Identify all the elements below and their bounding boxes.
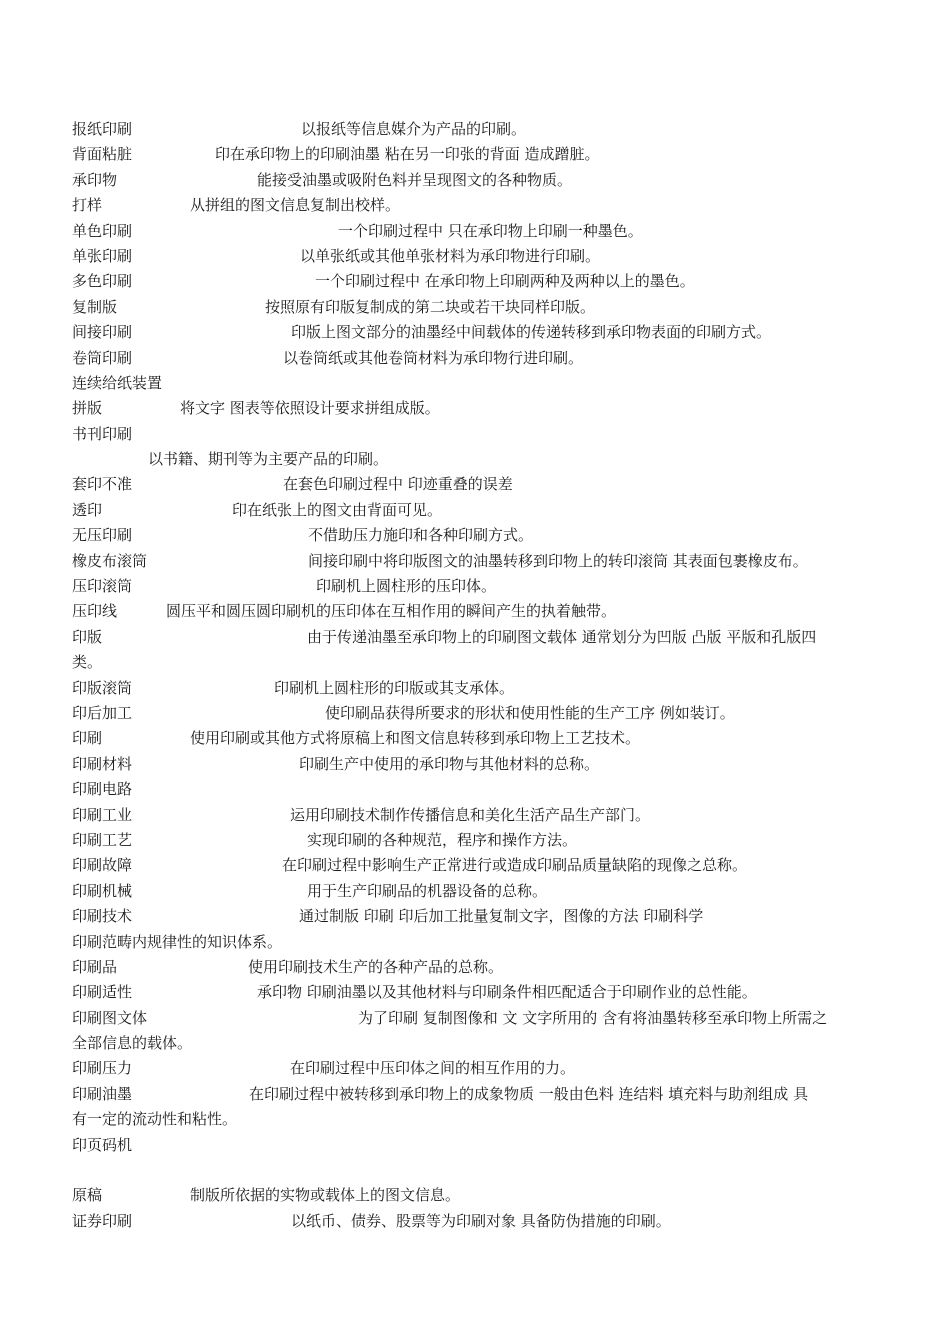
glossary-term: 书刊印刷 [72, 424, 133, 443]
glossary-entry [72, 447, 894, 472]
glossary-entry [72, 1209, 894, 1234]
glossary-entry [72, 168, 894, 193]
glossary-definition-wrap: 类。 [72, 653, 103, 672]
glossary-definition: 以书籍、期刊等为主要产品的印刷。 [148, 450, 389, 469]
glossary-definition: 通过制版 印刷 印后加工批量复制文字，图像的方法 印刷科学 [299, 907, 704, 926]
blank-line [72, 1158, 894, 1183]
glossary-term: 打样 [72, 196, 103, 215]
glossary-definition: 制版所依据的实物或载体上的图文信息。 [190, 1186, 461, 1205]
glossary-term: 印刷电路 [72, 780, 133, 799]
glossary-term: 无压印刷 [72, 526, 133, 545]
glossary-term: 单张印刷 [72, 246, 133, 265]
glossary-definition: 不借助压力施印和各种印刷方式。 [308, 526, 534, 545]
glossary-entry [72, 904, 894, 929]
glossary-term: 印刷工艺 [72, 830, 133, 849]
glossary-entry [72, 523, 894, 548]
glossary-definition: 能接受油墨或吸附色料并呈现图文的各种物质。 [257, 170, 573, 189]
glossary-definition: 在印刷过程中被转移到承印物上的成象物质 一般由色料 连结料 填充料与助剂组成 具 [249, 1084, 809, 1103]
glossary-term: 背面粘脏 [72, 145, 133, 164]
glossary-definition: 印刷机上圆柱形的印版或其支承体。 [274, 678, 515, 697]
glossary-entry [72, 828, 894, 853]
glossary-term: 拼版 [72, 399, 103, 418]
glossary-entry [72, 752, 894, 777]
glossary-definition: 在套色印刷过程中 印迹重叠的误差 [283, 475, 513, 494]
glossary-entry-continuation [72, 930, 894, 955]
glossary-definition: 承印物 印刷油墨以及其他材料与印刷条件相匹配适合于印刷作业的总性能。 [257, 983, 757, 1002]
glossary-term: 原稿 [72, 1186, 103, 1205]
glossary-definition: 为了印刷 复制图像和 文 文字所用的 含有将油墨转移至承印物上所需之 [358, 1008, 828, 1027]
glossary-entry [72, 422, 894, 447]
glossary-entry [72, 295, 894, 320]
glossary-entry [72, 193, 894, 218]
glossary-term: 透印 [72, 500, 103, 519]
glossary-entry [72, 879, 894, 904]
glossary-entry [72, 625, 894, 650]
glossary-term: 印版滚筒 [72, 678, 133, 697]
glossary-entry [72, 853, 894, 878]
glossary-entry [72, 371, 894, 396]
glossary-definition: 印刷机上圆柱形的压印体。 [316, 577, 497, 596]
glossary-entry [72, 117, 894, 142]
glossary-term: 印版 [72, 627, 103, 646]
glossary-entry [72, 498, 894, 523]
glossary-term: 印刷材料 [72, 754, 133, 773]
glossary-entry [72, 142, 894, 167]
glossary-entry [72, 1006, 894, 1031]
glossary-entry [72, 320, 894, 345]
glossary-term: 印刷技术 [72, 907, 133, 926]
glossary-definition: 以报纸等信息媒介为产品的印刷。 [301, 120, 527, 138]
glossary-definition: 在印刷过程中压印体之间的相互作用的力。 [290, 1059, 576, 1078]
glossary-definition-wrap: 印刷范畴内规律性的知识体系。 [72, 932, 283, 951]
glossary-term: 证券印刷 [72, 1211, 133, 1230]
glossary-term: 承印物 [72, 170, 118, 189]
glossary-term: 印刷故障 [72, 856, 133, 875]
glossary-entry [72, 1056, 894, 1081]
glossary-term: 印刷图文体 [72, 1008, 148, 1027]
glossary-term: 印刷油墨 [72, 1084, 133, 1103]
glossary-definition: 印在承印物上的印刷油墨 粘在另一印张的背面 造成蹭脏。 [215, 145, 600, 164]
glossary-definition: 一个印刷过程中 只在承印物上印刷一种墨色。 [338, 221, 643, 240]
glossary-definition-wrap: 有一定的流动性和粘性。 [72, 1110, 238, 1129]
glossary-term: 印刷机械 [72, 881, 133, 900]
glossary-term: 多色印刷 [72, 272, 133, 291]
glossary-definition: 使用印刷或其他方式将原稿上和图文信息转移到承印物上工艺技术。 [190, 729, 641, 748]
glossary-definition: 圆压平和圆压圆印刷机的压印体在互相作用的瞬间产生的执着触带。 [166, 602, 617, 621]
glossary-entry [72, 955, 894, 980]
glossary-entry [72, 549, 894, 574]
glossary-entry [72, 980, 894, 1005]
glossary-entry-continuation [72, 650, 894, 675]
glossary-definition: 印刷生产中使用的承印物与其他材料的总称。 [299, 754, 600, 773]
glossary-entry [72, 1133, 894, 1158]
glossary-definition: 以卷筒纸或其他卷筒材料为承印物行进印刷。 [283, 348, 584, 367]
glossary-definition: 在印刷过程中影响生产正常进行或造成印刷品质量缺陷的现像之总称。 [282, 856, 748, 875]
glossary-term: 压印线 [72, 602, 118, 621]
glossary-definition: 使印刷品获得所要求的形状和使用性能的生产工序 例如装订。 [325, 703, 735, 722]
glossary-term: 印刷 [72, 729, 103, 748]
glossary-definition: 印在纸张上的图文由背面可见。 [232, 500, 443, 519]
glossary-term: 印刷工业 [72, 805, 133, 824]
glossary-term: 卷筒印刷 [72, 348, 133, 367]
glossary-term: 压印滚筒 [72, 577, 133, 596]
glossary-term: 连续给纸装置 [72, 373, 163, 392]
glossary-term: 印页码机 [72, 1135, 133, 1154]
glossary-term: 印刷适性 [72, 983, 133, 1002]
glossary-entry [72, 803, 894, 828]
glossary-definition: 由于传递油墨至承印物上的印刷图文载体 通常划分为凹版 凸版 平版和孔版四 [307, 627, 817, 646]
glossary-term: 印刷品 [72, 957, 118, 976]
glossary-entry [72, 599, 894, 624]
glossary-term: 印刷压力 [72, 1059, 133, 1078]
glossary-definition-wrap: 全部信息的载体。 [72, 1034, 193, 1053]
glossary-entry [72, 1082, 894, 1107]
glossary-definition: 从拼组的图文信息复制出校样。 [190, 196, 401, 215]
glossary-definition: 一个印刷过程中 在承印物上印刷两种及两种以上的墨色。 [315, 272, 695, 291]
glossary-term: 间接印刷 [72, 323, 133, 342]
glossary-definition: 按照原有印版复制成的第二块或若干块同样印版。 [265, 297, 596, 316]
glossary-entry [72, 396, 894, 421]
glossary-entry [72, 1183, 894, 1208]
glossary-definition: 使用印刷技术生产的各种产品的总称。 [248, 957, 504, 976]
glossary-definition: 以单张纸或其他单张材料为承印物进行印刷。 [300, 246, 601, 265]
glossary-definition: 用于生产印刷品的机器设备的总称。 [307, 881, 548, 900]
glossary-entry [72, 219, 894, 244]
glossary-term: 报纸印刷 [72, 120, 133, 138]
glossary-definition: 实现印刷的各种规范，程序和操作方法。 [307, 830, 578, 849]
glossary-term: 印后加工 [72, 703, 133, 722]
glossary-entry [72, 777, 894, 802]
glossary-entry-continuation [72, 1031, 894, 1056]
glossary-definition: 运用印刷技术制作传播信息和美化生活产品生产部门。 [290, 805, 651, 824]
glossary-entry [72, 701, 894, 726]
glossary-entry-continuation [72, 1107, 894, 1132]
glossary-page [72, 117, 894, 1234]
glossary-entry [72, 269, 894, 294]
glossary-definition: 将文字 图表等依照设计要求拼组成版。 [180, 399, 440, 418]
glossary-term: 套印不准 [72, 475, 133, 494]
glossary-term: 单色印刷 [72, 221, 133, 240]
glossary-definition: 印版上图文部分的油墨经中间载体的传递转移到承印物表面的印刷方式。 [291, 323, 772, 342]
glossary-term: 橡皮布滚筒 [72, 551, 148, 570]
glossary-entry [72, 574, 894, 599]
glossary-entry [72, 346, 894, 371]
glossary-entry [72, 726, 894, 751]
glossary-definition: 以纸币、债券、股票等为印刷对象 具备防伪措施的印刷。 [291, 1211, 671, 1230]
glossary-definition: 间接印刷中将印版图文的油墨转移到印物上的转印滚筒 其表面包裹橡皮布。 [308, 551, 808, 570]
glossary-entry [72, 472, 894, 497]
glossary-entry [72, 676, 894, 701]
glossary-term: 复制版 [72, 297, 118, 316]
glossary-entry [72, 244, 894, 269]
